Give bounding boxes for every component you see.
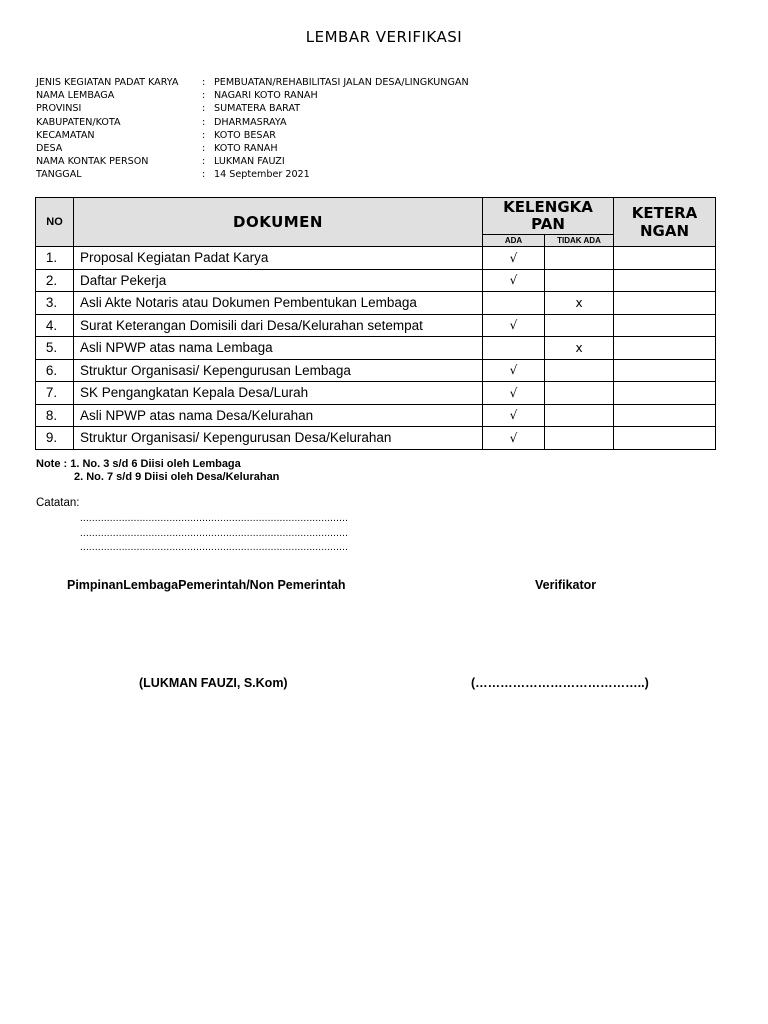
- catatan-line-1: ..........................................................................................: [80, 513, 349, 524]
- row-keterangan: [614, 247, 716, 270]
- row-number: 2.: [36, 269, 74, 292]
- row-document: Proposal Kegiatan Padat Karya: [74, 247, 483, 270]
- header-keterangan-line2: NGAN: [639, 222, 690, 240]
- row-ada-mark: √: [483, 247, 545, 270]
- signature-left-name: (LUKMAN FAUZI, S.Kom): [139, 676, 288, 690]
- info-row-kecamatan: [36, 129, 469, 142]
- info-row-kontak-person: [36, 155, 469, 168]
- info-block: [36, 76, 469, 182]
- row-ada-mark: √: [483, 359, 545, 382]
- row-keterangan: [614, 382, 716, 405]
- info-value: 14 September 2021: [214, 169, 310, 181]
- signature-left-title: PimpinanLembagaPemerintah/Non Pemerintah: [67, 578, 346, 592]
- info-value: NAGARI KOTO RANAH: [214, 90, 318, 102]
- info-row-jenis-kegiatan: [36, 76, 469, 89]
- info-label: KECAMATAN: [36, 129, 95, 141]
- info-value: DHARMASRAYA: [214, 116, 287, 128]
- row-document: Struktur Organisasi/ Kepengurusan Lembaga: [74, 359, 483, 382]
- row-ada-mark: √: [483, 382, 545, 405]
- info-row-kabupaten: [36, 116, 469, 129]
- table-row: [36, 404, 716, 427]
- header-kelengkapan: [483, 198, 614, 235]
- catatan-line-3: ..........................................................................................: [80, 542, 349, 553]
- header-kelengkapan-line1: KELENGKA: [503, 198, 593, 216]
- row-keterangan: [614, 269, 716, 292]
- row-tidak-ada-mark: [545, 427, 614, 450]
- row-tidak-ada-mark: x: [545, 337, 614, 360]
- row-tidak-ada-mark: x: [545, 292, 614, 315]
- info-label: TANGGAL: [36, 169, 82, 181]
- info-value: KOTO RANAH: [214, 143, 278, 155]
- row-document: Daftar Pekerja: [74, 269, 483, 292]
- header-dokumen: DOKUMEN: [74, 198, 483, 247]
- signature-right-title: Verifikator: [535, 578, 597, 592]
- info-row-tanggal: [36, 168, 469, 181]
- note-line-1: Note : 1. No. 3 s/d 6 Diisi oleh Lembaga: [36, 458, 241, 470]
- table-row: [36, 427, 716, 450]
- info-colon: :: [202, 116, 206, 128]
- row-number: 9.: [36, 427, 74, 450]
- note-line-2: 2. No. 7 s/d 9 Diisi oleh Desa/Kelurahan: [74, 471, 280, 483]
- info-value: SUMATERA BARAT: [214, 103, 301, 115]
- info-value: KOTO BESAR: [214, 129, 276, 141]
- row-ada-mark: √: [483, 404, 545, 427]
- info-colon: :: [202, 143, 206, 155]
- row-number: 4.: [36, 314, 74, 337]
- row-number: 5.: [36, 337, 74, 360]
- row-document: Asli NPWP atas nama Lembaga: [74, 337, 483, 360]
- row-document: SK Pengangkatan Kepala Desa/Lurah: [74, 382, 483, 405]
- table-row: [36, 337, 716, 360]
- page-title: LEMBAR VERIFIKASI: [305, 28, 463, 46]
- info-colon: :: [202, 129, 206, 141]
- row-number: 7.: [36, 382, 74, 405]
- info-colon: :: [202, 77, 206, 88]
- catatan-line-2: ..........................................................................................: [80, 528, 349, 539]
- header-keterangan-line1: KETERA: [631, 204, 698, 222]
- row-document: Struktur Organisasi/ Kepengurusan Desa/Kelurahan: [74, 427, 483, 450]
- info-row-nama-lembaga: [36, 89, 469, 102]
- info-value: LUKMAN FAUZI: [214, 156, 285, 168]
- info-colon: :: [202, 169, 206, 181]
- header-kelengkapan-line2: PAN: [531, 215, 565, 233]
- header-tidak-ada: TIDAK ADA: [545, 235, 614, 247]
- row-keterangan: [614, 292, 716, 315]
- row-tidak-ada-mark: [545, 359, 614, 382]
- row-number: 1.: [36, 247, 74, 270]
- info-colon: :: [202, 103, 206, 115]
- row-number: 3.: [36, 292, 74, 315]
- info-row-provinsi: [36, 102, 469, 115]
- table-row: [36, 382, 716, 405]
- header-keterangan: [614, 198, 716, 247]
- row-document: Surat Keterangan Domisili dari Desa/Kelurahan setempat: [74, 314, 483, 337]
- table-row: [36, 314, 716, 337]
- row-number: 6.: [36, 359, 74, 382]
- info-colon: :: [202, 90, 206, 102]
- row-ada-mark: √: [483, 314, 545, 337]
- info-label: KABUPATEN/KOTA: [36, 116, 121, 128]
- catatan-label: Catatan:: [36, 497, 80, 509]
- table-row: [36, 269, 716, 292]
- row-tidak-ada-mark: [545, 404, 614, 427]
- info-label: DESA: [36, 143, 63, 155]
- table-row: [36, 292, 716, 315]
- row-tidak-ada-mark: [545, 247, 614, 270]
- info-label: NAMA KONTAK PERSON: [36, 156, 149, 168]
- row-keterangan: [614, 404, 716, 427]
- table-row: [36, 247, 716, 270]
- info-colon: :: [202, 156, 206, 168]
- info-value: PEMBUATAN/REHABILITASI JALAN DESA/LINGKUNGAN: [214, 77, 469, 88]
- row-document: Asli NPWP atas nama Desa/Kelurahan: [74, 404, 483, 427]
- table-row: [36, 359, 716, 382]
- row-keterangan: [614, 359, 716, 382]
- note: [36, 458, 279, 484]
- info-row-desa: [36, 142, 469, 155]
- row-keterangan: [614, 314, 716, 337]
- row-ada-mark: [483, 292, 545, 315]
- header-no: NO: [36, 198, 74, 247]
- verification-table: [35, 197, 716, 450]
- row-tidak-ada-mark: [545, 382, 614, 405]
- info-label: PROVINSI: [36, 103, 82, 115]
- row-ada-mark: √: [483, 427, 545, 450]
- header-ada: ADA: [483, 235, 545, 247]
- row-ada-mark: [483, 337, 545, 360]
- info-label: JENIS KEGIATAN PADAT KARYA: [36, 77, 179, 88]
- info-label: NAMA LEMBAGA: [36, 90, 115, 102]
- row-keterangan: [614, 427, 716, 450]
- row-tidak-ada-mark: [545, 269, 614, 292]
- row-tidak-ada-mark: [545, 314, 614, 337]
- row-ada-mark: √: [483, 269, 545, 292]
- row-keterangan: [614, 337, 716, 360]
- signature-right-name: (…………………………………..): [471, 676, 649, 690]
- row-number: 8.: [36, 404, 74, 427]
- row-document: Asli Akte Notaris atau Dokumen Pembentukan Lembaga: [74, 292, 483, 315]
